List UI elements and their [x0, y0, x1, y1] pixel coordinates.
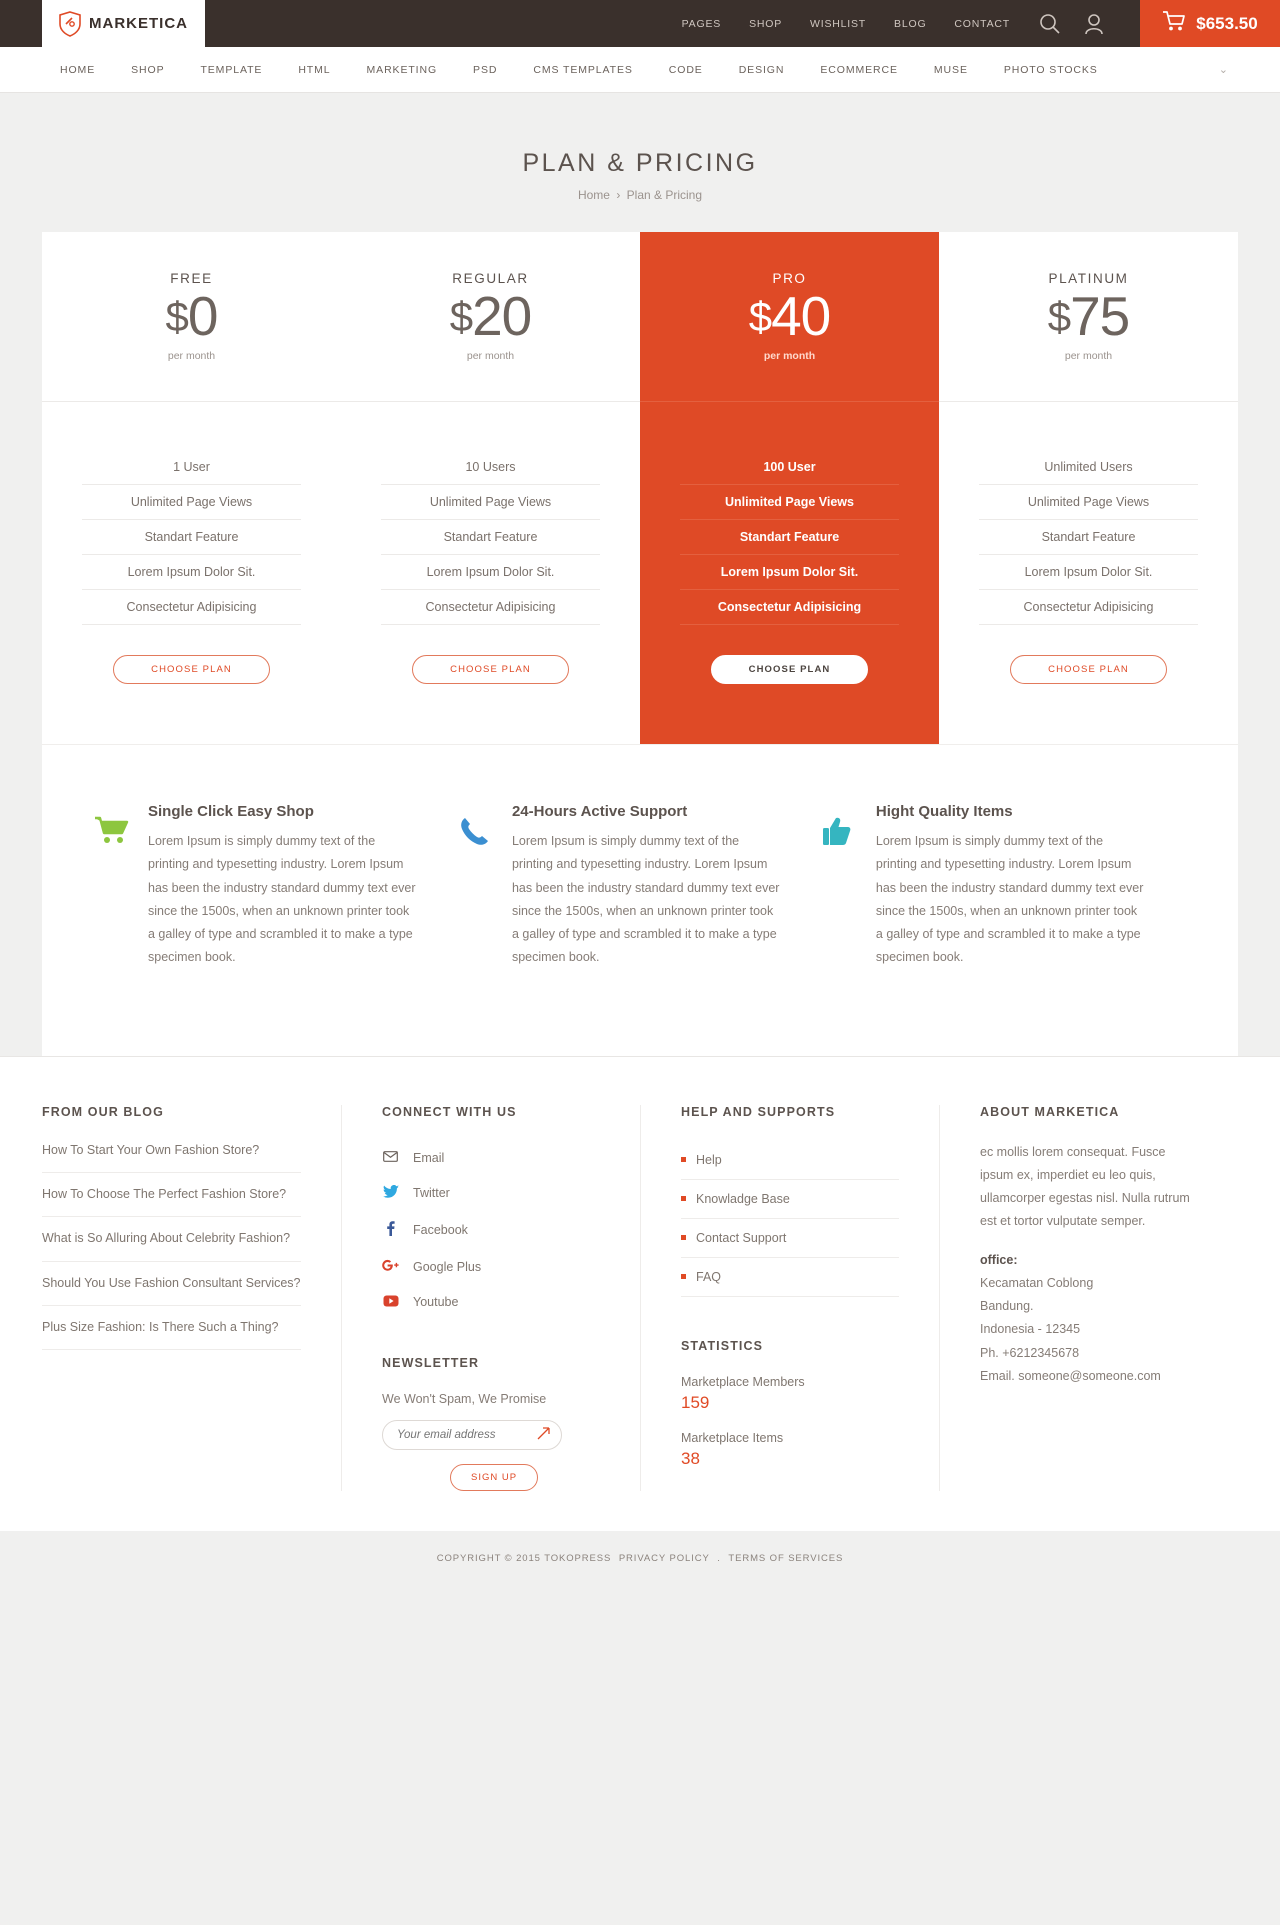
- breadcrumb-current: Plan & Pricing: [626, 188, 703, 202]
- feature-text: [876, 803, 1144, 970]
- square-bullet-icon: [681, 1157, 686, 1162]
- signup-button[interactable]: SIGN UP: [450, 1464, 538, 1491]
- about-address-line: Indonesia - 12345: [980, 1322, 1081, 1337]
- about-text: ec mollis lorem consequat. Fusce ipsum ex, imperdiet eu leo quis, ullamcorper egestas nisl. Nulla rutrum est et tortor vulputate semper.: [980, 1144, 1190, 1228]
- thumbs-up-icon: [822, 803, 862, 970]
- feature-body: Lorem Ipsum is simply dummy text of the printing and typesetting industry. Lorem Ipsum has been the industry standard dummy text ever since the 1500s, when an unknown printer took a galley of type and scrambled it to make a type specimen book.: [875, 834, 1144, 965]
- feature-title: 24-Hours Active Support: [511, 803, 688, 820]
- top-nav: [205, 0, 1140, 47]
- plan-feature: 1 User: [82, 450, 301, 485]
- content-panel: [42, 232, 1238, 1056]
- plan-feature: Unlimited Page Views: [82, 485, 301, 520]
- plan-feature: Standart Feature: [979, 520, 1198, 555]
- plan-feature: Consectetur Adipisicing: [680, 590, 899, 625]
- about-address-line: Ph. +6212345678: [980, 1345, 1080, 1360]
- social-link-youtube[interactable]: [382, 1285, 600, 1320]
- help-label: FAQ: [696, 1269, 722, 1284]
- footer-col-connect: [341, 1105, 640, 1491]
- phone-icon: [458, 803, 498, 970]
- footer-heading-connect: CONNECT WITH US: [382, 1104, 517, 1119]
- plan-amount: 0: [187, 285, 218, 348]
- plan-price: [1047, 285, 1130, 348]
- nav-item-design[interactable]: DESIGN: [738, 63, 785, 76]
- plan-name: REGULAR: [452, 271, 529, 287]
- stat-label-items: Marketplace Items: [681, 1430, 784, 1445]
- send-arrow-icon[interactable]: [537, 1427, 550, 1443]
- breadcrumb: [0, 188, 1280, 202]
- plan-feature: Lorem Ipsum Dolor Sit.: [979, 555, 1198, 590]
- social-link-twitter[interactable]: [382, 1175, 600, 1211]
- site-footer: [0, 1056, 1280, 1531]
- newsletter-input-wrap: [382, 1420, 562, 1450]
- google-plus-icon: [382, 1259, 399, 1275]
- top-nav-wishlist[interactable]: WISHLIST: [810, 17, 867, 30]
- email-icon: [382, 1151, 399, 1165]
- plan-price: [748, 285, 831, 348]
- plan-price: [165, 285, 218, 348]
- stat-label-members: Marketplace Members: [681, 1374, 805, 1389]
- footer-heading-newsletter: NEWSLETTER: [382, 1355, 480, 1370]
- nav-item-photo-stocks[interactable]: PHOTO STOCKS: [1003, 63, 1098, 76]
- plan-name: FREE: [170, 271, 213, 287]
- blog-link[interactable]: Plus Size Fashion: Is There Such a Thing?: [42, 1306, 301, 1350]
- stat-value-members: 159: [681, 1392, 710, 1412]
- plan-price: [449, 285, 532, 348]
- nav-item-home[interactable]: HOME: [60, 63, 96, 76]
- top-nav-blog[interactable]: BLOG: [894, 17, 927, 30]
- nav-item-code[interactable]: CODE: [668, 63, 703, 76]
- user-icon[interactable]: [1082, 12, 1106, 36]
- page-title: PLAN & PRICING: [522, 149, 758, 177]
- cart-icon: [1162, 10, 1186, 37]
- cart-total: $653.50: [1196, 13, 1258, 33]
- plan-feature: Consectetur Adipisicing: [979, 590, 1198, 625]
- help-link-help[interactable]: [681, 1141, 899, 1180]
- about-address-line: Email. someone@someone.com: [980, 1368, 1161, 1383]
- facebook-icon: [382, 1221, 399, 1239]
- social-label: Youtube: [413, 1295, 459, 1309]
- plan-amount: 40: [771, 285, 831, 348]
- shield-logo-icon: [59, 11, 81, 37]
- copyright-text: COPYRIGHT © 2015 TOKOPRESS: [436, 1552, 612, 1564]
- plan-period: per month: [763, 349, 816, 362]
- footer-heading-help: HELP AND SUPPORTS: [681, 1104, 836, 1119]
- help-label: Knowladge Base: [696, 1191, 790, 1206]
- plan-currency: $: [165, 293, 188, 341]
- plan-feature: Lorem Ipsum Dolor Sit.: [381, 555, 600, 590]
- footer-col-help: [640, 1105, 939, 1491]
- footer-heading-about: ABOUT MARKETICA: [980, 1104, 1120, 1119]
- top-nav-pages[interactable]: PAGES: [681, 17, 722, 30]
- plan-feature: 100 User: [680, 450, 899, 485]
- feature-strip: [42, 744, 1238, 1056]
- plan-body: [640, 402, 939, 744]
- plan-header: [640, 232, 939, 402]
- logo-text: MARKETICA: [89, 15, 188, 32]
- shopping-cart-icon: [94, 803, 134, 970]
- plan-cta-wrap: [82, 655, 301, 684]
- square-bullet-icon: [681, 1274, 686, 1279]
- plan-period: per month: [167, 349, 216, 362]
- choose-plan-button-pro[interactable]: CHOOSE PLAN: [711, 655, 868, 684]
- feature-body: Lorem Ipsum is simply dummy text of the printing and typesetting industry. Lorem Ipsum has been the industry standard dummy text ever since the 1500s, when an unknown printer took a galley of type and scrambled it to make a type specimen book.: [148, 834, 416, 965]
- nav-item-ecommerce[interactable]: ECOMMERCE: [820, 63, 898, 76]
- plan-cta-wrap: [979, 655, 1198, 684]
- search-icon[interactable]: [1038, 12, 1062, 36]
- square-bullet-icon: [681, 1196, 686, 1201]
- cart-button[interactable]: [1140, 0, 1280, 47]
- plan-body: [939, 402, 1238, 744]
- nav-item-template[interactable]: TEMPLATE: [200, 63, 263, 76]
- social-label: Email: [413, 1150, 445, 1165]
- plan-feature: Consectetur Adipisicing: [381, 590, 600, 625]
- chevron-down-icon[interactable]: ⌄: [1218, 64, 1228, 76]
- feature-title: Hight Quality Items: [875, 803, 1013, 820]
- blog-link[interactable]: Should You Use Fashion Consultant Services?: [42, 1262, 301, 1306]
- logo[interactable]: [42, 0, 205, 47]
- plan-feature: Standart Feature: [381, 520, 600, 555]
- plan-feature: Lorem Ipsum Dolor Sit.: [680, 555, 899, 590]
- newsletter-email-input[interactable]: [382, 1420, 562, 1450]
- help-label: Contact Support: [696, 1230, 787, 1245]
- footer-col-blog: [42, 1105, 341, 1491]
- plan-period: per month: [1064, 349, 1113, 362]
- feature-text: [512, 803, 780, 970]
- terms-of-services-link[interactable]: TERMS OF SERVICES: [728, 1552, 844, 1564]
- plan-header: [939, 232, 1238, 402]
- plan-header: [341, 232, 640, 402]
- help-link-faq[interactable]: [681, 1258, 899, 1297]
- plan-cta-wrap: [680, 655, 899, 684]
- plan-feature: Standart Feature: [82, 520, 301, 555]
- pricing-table: [42, 232, 1238, 744]
- social-label: Facebook: [413, 1222, 468, 1237]
- about-office-label: office:: [980, 1253, 1018, 1267]
- about-address-line: Bandung.: [980, 1299, 1034, 1314]
- feature-item-easy-shop: [94, 803, 458, 970]
- plan-name: PLATINUM: [1048, 271, 1129, 287]
- plan-body: [42, 402, 341, 744]
- plan-feature: Consectetur Adipisicing: [82, 590, 301, 625]
- plan-feature: Unlimited Users: [979, 450, 1198, 485]
- feature-text: [148, 803, 416, 970]
- help-label: Help: [696, 1152, 722, 1167]
- social-label: Google Plus: [413, 1259, 482, 1274]
- plan-feature: Standart Feature: [680, 520, 899, 555]
- top-bar: [0, 0, 1280, 47]
- feature-title: Single Click Easy Shop: [148, 803, 314, 820]
- top-icons: [1038, 12, 1122, 36]
- about-office: [980, 1249, 1198, 1388]
- plan-amount: 20: [472, 285, 532, 348]
- blog-link[interactable]: What is So Alluring About Celebrity Fashion?: [42, 1217, 301, 1261]
- youtube-icon: [382, 1295, 399, 1310]
- breadcrumb-separator: ›: [616, 188, 621, 202]
- top-nav-shop[interactable]: SHOP: [749, 17, 783, 30]
- breadcrumb-home[interactable]: Home: [577, 188, 610, 202]
- plan-cta-wrap: [381, 655, 600, 684]
- plan-card-platinum: [939, 232, 1238, 744]
- plan-feature: Lorem Ipsum Dolor Sit.: [82, 555, 301, 590]
- social-link-email[interactable]: [382, 1141, 600, 1175]
- plan-period: per month: [466, 349, 515, 362]
- plan-currency: $: [1047, 293, 1071, 341]
- blog-link[interactable]: How To Start Your Own Fashion Store?: [42, 1141, 301, 1173]
- feature-item-quality: [822, 803, 1186, 970]
- choose-plan-button-platinum[interactable]: CHOOSE PLAN: [1010, 655, 1167, 684]
- plan-body: [341, 402, 640, 744]
- help-link-knowledge-base[interactable]: [681, 1180, 899, 1219]
- choose-plan-button-free[interactable]: CHOOSE PLAN: [113, 655, 270, 684]
- main-nav: [0, 47, 1280, 93]
- plan-name: PRO: [772, 271, 807, 287]
- copyright-bar: [0, 1531, 1280, 1590]
- plan-currency: $: [748, 293, 772, 341]
- plan-feature: Unlimited Page Views: [680, 485, 899, 520]
- nav-item-muse[interactable]: MUSE: [933, 63, 968, 76]
- nav-item-shop[interactable]: SHOP: [131, 63, 165, 76]
- nav-item-cms-templates[interactable]: CMS TEMPLATES: [533, 63, 633, 76]
- newsletter-subtitle: We Won't Spam, We Promise: [382, 1391, 547, 1406]
- blog-link[interactable]: How To Choose The Perfect Fashion Store?: [42, 1173, 301, 1217]
- social-label: Twitter: [413, 1185, 450, 1200]
- feature-item-support: [458, 803, 822, 970]
- feature-body: Lorem Ipsum is simply dummy text of the printing and typesetting industry. Lorem Ipsum has been the industry standard dummy text ever since the 1500s, when an unknown printer took a galley of type and scrambled it to make a type specimen book.: [511, 834, 780, 965]
- about-address-line: Kecamatan Coblong: [980, 1276, 1094, 1291]
- twitter-icon: [382, 1185, 399, 1201]
- choose-plan-button-regular[interactable]: CHOOSE PLAN: [412, 655, 569, 684]
- copyright-dot: .: [717, 1552, 721, 1564]
- plan-card-pro: [640, 232, 939, 744]
- plan-feature: Unlimited Page Views: [381, 485, 600, 520]
- nav-item-marketing[interactable]: MARKETING: [366, 63, 438, 76]
- footer-col-about: [939, 1105, 1238, 1491]
- footer-heading-blog: FROM OUR BLOG: [42, 1104, 164, 1119]
- square-bullet-icon: [681, 1235, 686, 1240]
- page-header: [0, 93, 1280, 232]
- social-link-facebook[interactable]: [382, 1211, 600, 1249]
- plan-feature: 10 Users: [381, 450, 600, 485]
- plan-currency: $: [449, 293, 473, 341]
- plan-amount: 75: [1070, 285, 1130, 348]
- stat-value-items: 38: [681, 1448, 700, 1468]
- social-link-google-plus[interactable]: [382, 1249, 600, 1285]
- nav-item-psd[interactable]: PSD: [473, 63, 498, 76]
- plan-header: [42, 232, 341, 402]
- plan-card-regular: [341, 232, 640, 744]
- nav-item-html[interactable]: HTML: [298, 63, 331, 76]
- privacy-policy-link[interactable]: PRIVACY POLICY: [618, 1552, 710, 1564]
- footer-heading-statistics: STATISTICS: [681, 1338, 764, 1353]
- plan-feature: Unlimited Page Views: [979, 485, 1198, 520]
- top-nav-contact[interactable]: CONTACT: [954, 17, 1010, 30]
- plan-card-free: [42, 232, 341, 744]
- help-link-contact-support[interactable]: [681, 1219, 899, 1258]
